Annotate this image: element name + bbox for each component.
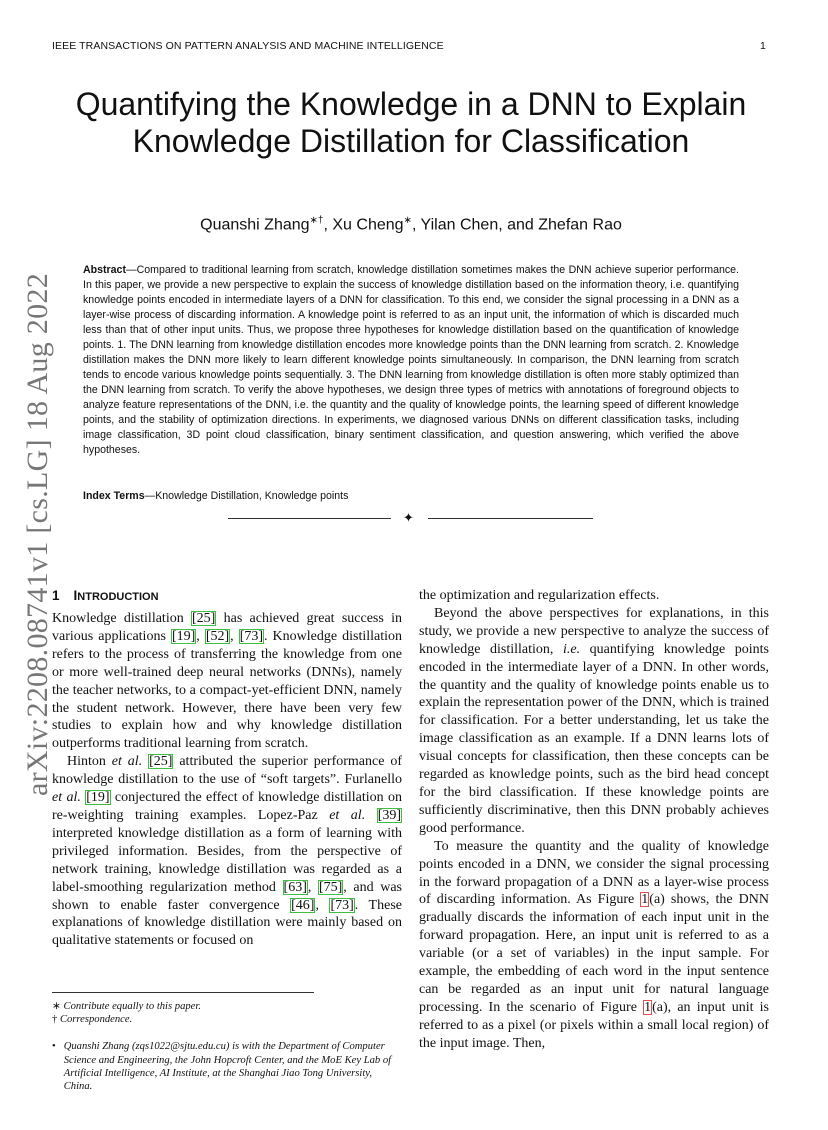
citation-link[interactable]: [25] <box>149 754 173 770</box>
index-terms <box>83 489 739 504</box>
paper-title: Quantifying the Knowledge in a DNN to Explain Knowledge Distillation for Classification <box>75 86 747 159</box>
footnote: † Correspondence. <box>52 1014 133 1026</box>
abstract-text: —Compared to traditional learning from scratch, knowledge distillation sometimes makes the DNN achieve superior performance. In this paper, we provide a new perspective to explain the success of knowledge distillation based on the information theory, i.e. quantifying knowledge points encoded in intermediate layers of a DNN for classification. To this end, we consider the signal processing in a DNN as a layer-wise process of discarding information. A knowledge point is referred to as an input unit, the information of which is discarded much less than that of other input units. Thus, we propose three hypotheses for knowledge distillation based on the quantification of knowledge points. 1. The DNN learning from knowledge distillation encodes more knowledge points than the DNN learning from scratch. 2. Knowledge distillation makes the DNN more likely to learn different knowledge points simultaneously. In comparison, the DNN learning from scratch tends to encode various knowledge points sequentially. 3. The DNN learning from knowledge distillation is often more stably optimized than the DNN learning from scratch. To verify the above hypotheses, we design three types of metrics with annotations of foreground objects to analyze feature representations of the DNN, i.e. the quantity and the quality of knowledge points, the learning speed of different knowledge points, and the stability of optimization directions. In experiments, we diagnosed various DNNs on different classification tasks, including image classification, 3D point cloud classification, binary sentiment classification, and question answering, which verified the above hypotheses. <box>83 264 739 456</box>
footnote: ∗ Contribute equally to this paper. <box>52 1001 201 1012</box>
author-list: Quanshi Zhang∗†, Xu Cheng∗, Yilan Chen, and Zhefan Rao <box>200 215 622 234</box>
affiliation-text: Quanshi Zhang (zqs1022@sjtu.edu.cu) is with the Department of Computer Science and Engineering, the John Hopcroft Center, and the MoE Key Lab of Artificial Intelligence, AI Institute, at the Shanghai Jiao Tong University, China. <box>63 1041 392 1093</box>
divider-line-right <box>428 518 593 519</box>
index-terms-label: Index Terms <box>83 490 145 502</box>
figure-link[interactable]: 1 <box>644 999 652 1015</box>
citation-link[interactable]: [73] <box>239 628 264 644</box>
section-title-rest: NTRODUCTION <box>77 591 159 603</box>
author-name: Quanshi Zhang <box>200 216 310 234</box>
left-column <box>52 587 402 950</box>
figure-link[interactable]: 1 <box>641 892 649 908</box>
paragraph: the optimization and regularization effects. <box>419 588 660 603</box>
citation-link[interactable]: [46] <box>291 897 315 913</box>
paragraph: Hinton et al. [25] attributed the superior performance of knowledge distillation to the use of “soft targets”. Furlanello et al. [19] conjectured the effect of knowledge distillation on re-weighting training examples. Lopez-Paz et al. [39] interpreted knowledge distillation as a form of learning with privileged information. Besides, from the perspective of network training, knowledge distillation was regarded as a label-smoothing regularization method [63], [75], and was shown to enable faster convergence [46], [73]. These explanations of knowledge distillation were mainly based on qualitative statements or focused on <box>52 754 403 949</box>
right-column <box>419 587 769 1053</box>
citation-link[interactable]: [39] <box>377 807 402 823</box>
paragraph: Knowledge distillation [25] has achieved great success in various applications [19], [52], [73]. Knowledge distillation refers to the process of transferring the knowledge from one or more well-trained deep neural networks (DNNs), namely the teacher networks, to a compact-yet-efficient DNN, namely the student network. However, there have been very few studies to explain how and why knowledge distillation outperforms traditional learning from scratch. <box>52 611 403 752</box>
citation-link[interactable]: [75] <box>318 879 343 895</box>
section-number: 1 <box>52 588 60 603</box>
section-title-initial: I <box>73 588 78 603</box>
paragraph: Beyond the above perspectives for explanations, in this study, we provide a new perspective to analyze the success of knowledge distillation, i.e. quantifying knowledge points encoded in the intermediate layer of a DNN. In other words, the quantity and the quality of knowledge points enable us to explain the representation power of the DNN, which is trained for classification. For a better understanding, let us take the image classification as an example. If a DNN learns lots of visual concepts for classification, then these concepts can be regarded as knowledge points, such as the bird head concept for the bird classification. If these knowledge points are sufficiently discriminative, then this DNN probably achieves good performance. <box>419 605 769 836</box>
divider-ornament: ✦ <box>403 510 414 525</box>
author-mark: ∗ <box>403 215 412 226</box>
footnote-affiliation <box>52 1040 402 1093</box>
abstract <box>83 263 739 458</box>
citation-link[interactable]: [19] <box>86 790 110 806</box>
abstract-label: Abstract <box>83 264 126 276</box>
arxiv-identifier: arXiv:2208.08741v1 [cs.LG] 18 Aug 2022 <box>21 272 54 796</box>
footnote-rule <box>52 992 314 993</box>
bullet-icon: • <box>52 1041 56 1053</box>
citation-link[interactable]: [19] <box>171 628 196 644</box>
running-header: IEEE TRANSACTIONS ON PATTERN ANALYSIS AND MACHINE INTELLIGENCE <box>52 40 444 52</box>
citation-link[interactable]: [63] <box>283 879 307 895</box>
paragraph: To measure the quantity and the quality of knowledge points encoded in a DNN, we consider the signal processing in the forward propagation of a DNN as a layer-wise process of discarding information. As Figure 1(a) shows, the DNN gradually discards the information of each input unit in the forward propagation. Here, an input unit is referred to as a variable (or a set of variables) in the input sample. For example, the embedding of each word in the input sentence can be regarded as an input unit for natural language processing. In the scenario of Figure 1(a), an input unit is referred to as a pixel (or pixels within a small local region) of the input image. Then, <box>419 838 769 1051</box>
page-number: 1 <box>760 40 766 52</box>
citation-link[interactable]: [73] <box>330 897 354 913</box>
author-name: Xu Cheng <box>332 216 404 234</box>
author-names-rest: , Yilan Chen, and Zhefan Rao <box>411 216 622 234</box>
divider-line-left <box>228 518 391 519</box>
section-heading <box>52 587 402 606</box>
index-terms-text: —Knowledge Distillation, Knowledge points <box>144 490 349 502</box>
author-mark: ∗† <box>309 215 324 226</box>
citation-link[interactable]: [25] <box>192 611 216 626</box>
citation-link[interactable]: [52] <box>205 628 230 644</box>
footnotes <box>52 1000 402 1093</box>
